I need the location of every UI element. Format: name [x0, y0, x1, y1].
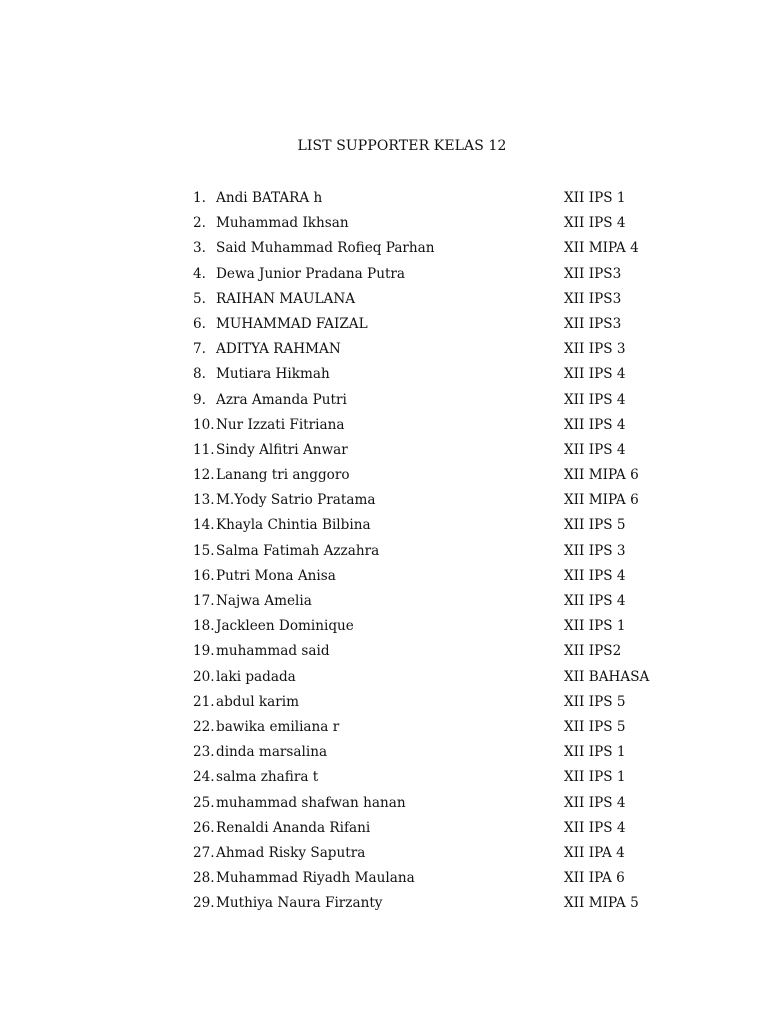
list-item: [0, 236, 768, 261]
entry-class: XII IPS 5: [564, 693, 626, 710]
entry-name: Lanang tri anggoro: [216, 467, 350, 484]
entry-class: XII IPS 4: [564, 593, 626, 609]
entry-class: XII MIPA 6: [564, 467, 639, 484]
entry-number: 11.: [193, 441, 215, 458]
list-item: [0, 312, 768, 337]
entry-class: XII IPS 4: [564, 215, 626, 232]
entry-class: XII IPS 3: [564, 542, 626, 559]
entry-name: RAIHAN MAULANA: [216, 290, 356, 307]
list-item: [0, 564, 768, 589]
entry-number: 26.: [193, 819, 215, 836]
list-item: [0, 866, 768, 891]
list-item: [0, 639, 768, 664]
entry-number: 17.: [193, 593, 215, 609]
entry-class: XII IPS 4: [564, 794, 626, 811]
entry-class: XII IPS 4: [564, 416, 626, 433]
entry-number: 20.: [193, 668, 215, 685]
entry-number: 1.: [193, 190, 206, 206]
entry-class: XII IPS3: [564, 290, 622, 307]
entry-number: 4.: [193, 265, 206, 282]
entry-number: 7.: [193, 341, 206, 358]
entry-name: Said Muhammad Rofieq Parhan: [216, 240, 435, 257]
entry-name: Renaldi Ananda Rifani: [216, 819, 371, 836]
entry-name: muhammad shafwan hanan: [216, 794, 406, 811]
entry-class: XII IPS 4: [564, 567, 626, 584]
entry-number: 15.: [193, 542, 215, 559]
entry-class: XII IPA 4: [564, 844, 625, 861]
entry-number: 16.: [193, 567, 215, 584]
entry-number: 19.: [193, 643, 215, 660]
list-item: [0, 841, 768, 866]
list-item: [0, 413, 768, 438]
entry-name: M.Yody Satrio Pratama: [216, 492, 376, 509]
entry-number: 25.: [193, 794, 215, 811]
entry-name: bawika emiliana r: [216, 718, 340, 735]
entry-name: Ahmad Risky Saputra: [216, 844, 366, 861]
entry-number: 23.: [193, 744, 215, 761]
list-item: [0, 791, 768, 816]
entry-class: XII IPS 4: [564, 441, 626, 458]
list-item: [0, 211, 768, 236]
list-item: [0, 463, 768, 488]
entry-class: XII BAHASA: [564, 668, 650, 685]
entry-class: XII IPS 1: [564, 744, 626, 761]
entry-name: Andi BATARA h: [216, 190, 323, 206]
entry-name: MUHAMMAD FAIZAL: [216, 315, 368, 332]
list-item: [0, 186, 768, 211]
list-item: [0, 589, 768, 614]
entry-name: Najwa Amelia: [216, 593, 312, 609]
entry-name: salma zhafira t: [216, 769, 319, 786]
list-item: [0, 337, 768, 362]
entry-number: 21.: [193, 693, 215, 710]
entry-name: Muthiya Naura Firzanty: [216, 895, 383, 912]
entry-class: XII IPS 1: [564, 769, 626, 786]
entry-name: Salma Fatimah Azzahra: [216, 542, 380, 559]
entry-number: 8.: [193, 366, 206, 383]
entry-number: 27.: [193, 844, 215, 861]
entry-number: 10.: [193, 416, 215, 433]
entry-class: XII MIPA 6: [564, 492, 639, 509]
entry-name: Muhammad Ikhsan: [216, 215, 349, 232]
list-item: [0, 513, 768, 538]
list-item: [0, 715, 768, 740]
list-item: [0, 740, 768, 765]
entry-class: XII IPA 6: [564, 870, 625, 887]
entry-class: XII IPS 4: [564, 391, 626, 408]
entry-number: 22.: [193, 718, 215, 735]
entry-class: XII IPS 4: [564, 366, 626, 383]
entry-number: 13.: [193, 492, 215, 509]
list-item: [0, 539, 768, 564]
entry-name: Azra Amanda Putri: [216, 391, 347, 408]
list-item: [0, 287, 768, 312]
list-item: [0, 665, 768, 690]
entry-name: Nur Izzati Fitriana: [216, 416, 345, 433]
list-item: [0, 690, 768, 715]
entry-number: 18.: [193, 618, 215, 635]
entry-name: abdul karim: [216, 693, 300, 710]
entry-number: 28.: [193, 870, 215, 887]
entry-class: XII IPS2: [564, 643, 622, 660]
entry-number: 3.: [193, 240, 206, 257]
entry-name: Mutiara Hikmah: [216, 366, 330, 383]
list-item: [0, 816, 768, 841]
entry-name: ADITYA RAHMAN: [216, 341, 341, 358]
list-item: [0, 614, 768, 639]
entry-number: 24.: [193, 769, 215, 786]
entry-name: Jackleen Dominique: [216, 618, 354, 635]
entry-class: XII IPS3: [564, 315, 622, 332]
entry-number: 5.: [193, 290, 206, 307]
entry-number: 2.: [193, 215, 206, 232]
entry-class: XII IPS 4: [564, 819, 626, 836]
list-item: [0, 262, 768, 287]
entry-name: Dewa Junior Pradana Putra: [216, 265, 406, 282]
entry-name: dinda marsalina: [216, 744, 328, 761]
entry-number: 12.: [193, 467, 215, 484]
list-item: [0, 488, 768, 513]
entry-class: XII IPS 1: [564, 618, 626, 635]
entry-name: Muhammad Riyadh Maulana: [216, 870, 415, 887]
list-item: [0, 388, 768, 413]
entry-name: Sindy Alfitri Anwar: [216, 441, 348, 458]
list-item: [0, 765, 768, 790]
entry-number: 29.: [193, 895, 215, 912]
entry-name: laki padada: [216, 668, 296, 685]
entry-class: XII MIPA 4: [564, 240, 639, 257]
document-title: LIST SUPPORTER KELAS 12: [297, 138, 507, 154]
entry-class: XII IPS 5: [564, 718, 626, 735]
entry-class: XII MIPA 5: [564, 895, 639, 912]
list-item: [0, 362, 768, 387]
entry-number: 6.: [193, 315, 206, 332]
entry-number: 14.: [193, 517, 215, 534]
list-item: [0, 891, 768, 916]
entry-name: Khayla Chintia Bilbina: [216, 517, 371, 534]
entry-name: Putri Mona Anisa: [216, 567, 336, 584]
supporter-list: [0, 186, 768, 916]
entry-class: XII IPS 1: [564, 190, 626, 206]
entry-class: XII IPS 5: [564, 517, 626, 534]
entry-number: 9.: [193, 391, 206, 408]
entry-class: XII IPS3: [564, 265, 622, 282]
entry-name: muhammad said: [216, 643, 330, 660]
list-item: [0, 438, 768, 463]
entry-class: XII IPS 3: [564, 341, 626, 358]
